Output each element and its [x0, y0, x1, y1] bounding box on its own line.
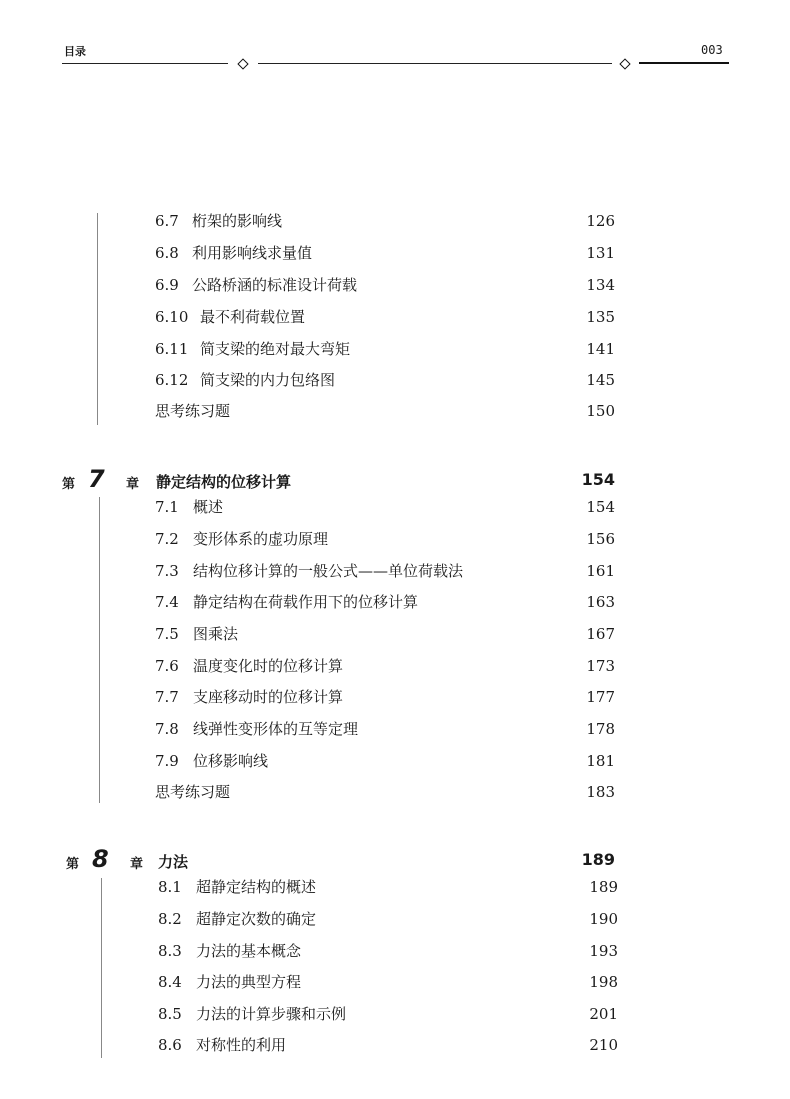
entry-page: 193	[589, 942, 618, 960]
chapter-title: 静定结构的位移计算	[156, 473, 292, 491]
entry-title: 力法的典型方程	[196, 973, 302, 991]
chapter-suffix: 章	[130, 857, 144, 872]
entry-page: 163	[586, 593, 615, 611]
entry-number: 8.3	[158, 942, 182, 960]
chapter-number: 8	[92, 845, 109, 873]
entry-title: 利用影响线求量值	[192, 244, 313, 262]
entry-title: 最不利荷载位置	[200, 308, 306, 326]
entry-page: 154	[586, 498, 615, 516]
entry-number: 7.7	[155, 688, 179, 706]
entry-number: 8.2	[158, 910, 182, 928]
toc-entry-exercises-6	[155, 400, 615, 422]
header-rule-left	[62, 63, 228, 64]
toc-entry-8-1	[158, 876, 618, 898]
chapter-title: 力法	[158, 853, 189, 871]
entry-page: 183	[586, 783, 615, 801]
toc-entry-7-1	[155, 496, 615, 518]
entry-page: 210	[589, 1036, 618, 1054]
header-rule-middle	[258, 63, 612, 64]
entry-page: 135	[586, 308, 615, 326]
chapter-7-side-bar	[99, 497, 100, 803]
entry-title: 公路桥涵的标准设计荷载	[192, 276, 358, 294]
toc-entry-7-4	[155, 591, 615, 613]
entry-page: 173	[586, 657, 615, 675]
chapter-8-side-bar	[101, 878, 102, 1058]
toc-entry-6-9	[155, 274, 615, 296]
entry-page: 145	[586, 371, 615, 389]
toc-entry-7-2	[155, 528, 615, 550]
entry-title: 图乘法	[193, 625, 239, 643]
entry-number: 6.12	[155, 371, 189, 389]
entry-title: 力法的基本概念	[196, 942, 302, 960]
entry-title: 结构位移计算的一般公式——单位荷载法	[193, 562, 464, 580]
chapter-prefix: 第	[66, 857, 80, 872]
running-header-section: 目录	[64, 45, 86, 58]
running-header-page-number: 003	[701, 43, 723, 57]
entry-number: 8.1	[158, 878, 182, 896]
entry-title: 温度变化时的位移计算	[193, 657, 344, 675]
entry-number: 8.4	[158, 973, 182, 991]
toc-entry-6-7	[155, 210, 615, 232]
chapter-page: 189	[581, 850, 615, 869]
entry-number: 7.1	[155, 498, 179, 516]
chapter-number: 7	[88, 465, 105, 493]
entry-page: 190	[589, 910, 618, 928]
entry-title: 静定结构在荷载作用下的位移计算	[193, 593, 419, 611]
header-diamond-left	[237, 58, 248, 69]
entry-number: 7.9	[155, 752, 179, 770]
entry-number: 7.6	[155, 657, 179, 675]
entry-page: 126	[586, 212, 615, 230]
entry-number: 7.5	[155, 625, 179, 643]
entry-title: 简支梁的绝对最大弯矩	[200, 340, 351, 358]
toc-entry-6-11	[155, 338, 615, 360]
entry-title: 变形体系的虚功原理	[193, 530, 329, 548]
entry-page: 178	[586, 720, 615, 738]
entry-title: 对称性的利用	[196, 1036, 287, 1054]
entry-number: 6.10	[155, 308, 189, 326]
entry-page: 134	[586, 276, 615, 294]
toc-entry-8-3	[158, 940, 618, 962]
entry-number: 7.4	[155, 593, 179, 611]
entry-number: 7.8	[155, 720, 179, 738]
chapter-page: 154	[581, 470, 615, 489]
toc-entry-7-7	[155, 686, 615, 708]
entry-title: 超静定结构的概述	[196, 878, 317, 896]
entry-page: 177	[586, 688, 615, 706]
entry-number: 6.11	[155, 340, 189, 358]
entry-page: 141	[586, 340, 615, 358]
entry-number: 8.6	[158, 1036, 182, 1054]
toc-entry-8-5	[158, 1003, 618, 1025]
entry-page: 150	[586, 402, 615, 420]
toc-entry-7-3	[155, 560, 615, 582]
entry-title: 线弹性变形体的互等定理	[193, 720, 359, 738]
entry-number: 6.8	[155, 244, 179, 262]
toc-entry-8-6	[158, 1034, 618, 1056]
header-rule-right	[639, 62, 729, 64]
entry-page: 131	[586, 244, 615, 262]
entry-page: 156	[586, 530, 615, 548]
entry-number: 7.2	[155, 530, 179, 548]
chapter-suffix: 章	[126, 477, 140, 492]
toc-entry-7-5	[155, 623, 615, 645]
toc-entry-7-6	[155, 655, 615, 677]
toc-entry-6-10	[155, 306, 615, 328]
entry-number: 8.5	[158, 1005, 182, 1023]
entry-number: 6.9	[155, 276, 179, 294]
entry-page: 181	[586, 752, 615, 770]
entry-title: 桁架的影响线	[192, 212, 283, 230]
chapter-prefix: 第	[62, 477, 76, 492]
entry-title: 位移影响线	[193, 752, 269, 770]
chapter-8-heading	[66, 845, 615, 874]
entry-page: 161	[586, 562, 615, 580]
entry-title: 简支梁的内力包络图	[200, 371, 336, 389]
chapter-7-heading	[62, 465, 615, 494]
entry-title: 力法的计算步骤和示例	[196, 1005, 347, 1023]
entry-number: 7.3	[155, 562, 179, 580]
toc-entry-exercises-7	[155, 781, 615, 803]
toc-entry-6-8	[155, 242, 615, 264]
entry-title: 超静定次数的确定	[196, 910, 317, 928]
toc-entry-8-4	[158, 971, 618, 993]
entry-title: 思考练习题	[155, 783, 231, 801]
header-diamond-right	[619, 58, 630, 69]
toc-entry-8-2	[158, 908, 618, 930]
entry-page: 189	[589, 878, 618, 896]
entry-page: 198	[589, 973, 618, 991]
block-6-side-bar	[97, 213, 98, 425]
toc-entry-7-8	[155, 718, 615, 740]
entry-title: 概述	[193, 498, 224, 516]
toc-entry-6-12	[155, 369, 615, 391]
entry-title: 思考练习题	[155, 402, 231, 420]
entry-page: 201	[589, 1005, 618, 1023]
entry-title: 支座移动时的位移计算	[193, 688, 344, 706]
toc-entry-7-9	[155, 750, 615, 772]
entry-page: 167	[586, 625, 615, 643]
entry-number: 6.7	[155, 212, 179, 230]
